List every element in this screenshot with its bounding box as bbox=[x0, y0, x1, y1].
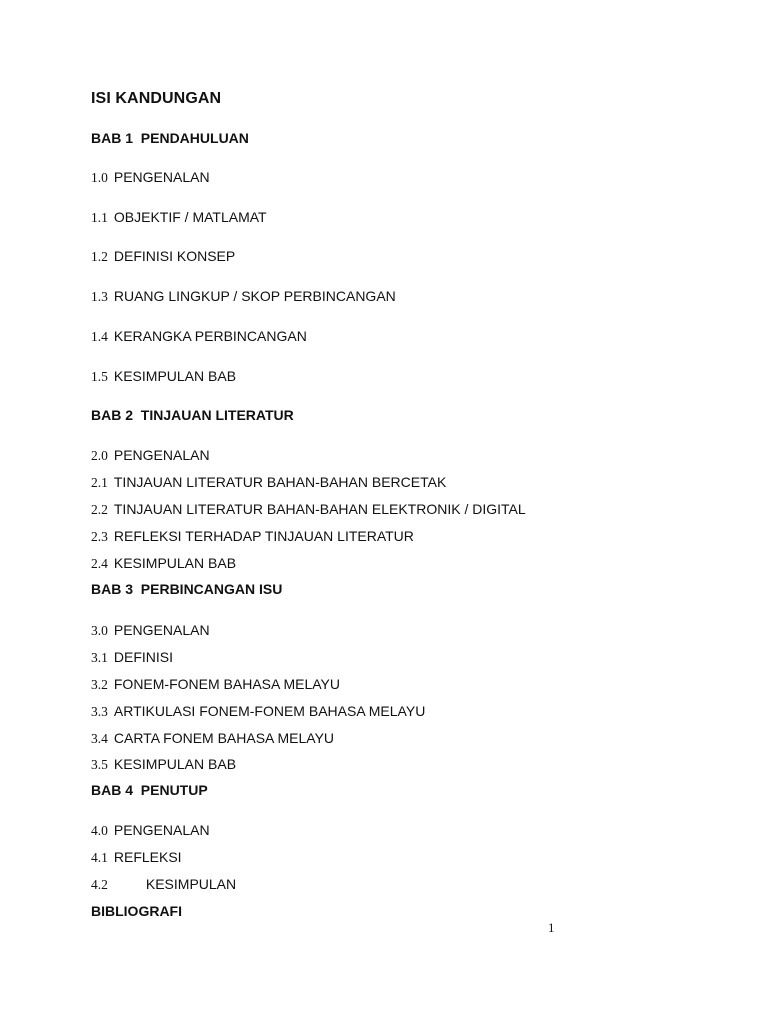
toc-item-text: TINJAUAN LITERATUR BAHAN-BAHAN BERCETAK bbox=[113, 474, 447, 490]
toc-item bbox=[91, 500, 526, 519]
section-heading-text: BAB 4 PENUTUP bbox=[91, 782, 208, 798]
toc-item-text: PENGENALAN bbox=[113, 822, 210, 838]
section-heading-text: BAB 2 TINJAUAN LITERATUR bbox=[91, 407, 294, 423]
section-heading bbox=[91, 406, 294, 424]
toc-item-text: DEFINISI bbox=[113, 649, 173, 665]
toc-item-number: 1.0 bbox=[91, 170, 108, 185]
toc-item bbox=[91, 675, 340, 694]
toc-item bbox=[91, 821, 210, 840]
toc-item-text: KESIMPULAN BAB bbox=[113, 756, 237, 772]
toc-item-text: KERANGKA PERBINCANGAN bbox=[113, 328, 307, 344]
toc-item bbox=[91, 168, 210, 187]
toc-item-text: KESIMPULAN BAB bbox=[113, 368, 237, 384]
toc-item bbox=[91, 287, 396, 306]
toc-item bbox=[91, 327, 307, 346]
toc-item-number: 3.5 bbox=[91, 757, 108, 772]
toc-item-number: 2.0 bbox=[91, 448, 108, 463]
toc-item-number: 3.2 bbox=[91, 677, 108, 692]
toc-item bbox=[91, 755, 236, 774]
toc-item-text: DEFINISI KONSEP bbox=[113, 248, 236, 264]
toc-item-text: PENGENALAN bbox=[113, 447, 210, 463]
toc-item-text: ARTIKULASI FONEM-FONEM BAHASA MELAYU bbox=[113, 703, 426, 719]
section-heading bbox=[91, 129, 249, 147]
toc-item-number: 1.4 bbox=[91, 329, 108, 344]
toc-item bbox=[91, 527, 414, 546]
toc-item-text: PENGENALAN bbox=[113, 169, 210, 185]
toc-item-number: 3.0 bbox=[91, 623, 108, 638]
toc-item-text: CARTA FONEM BAHASA MELAYU bbox=[113, 730, 335, 746]
toc-item-text: OBJEKTIF / MATLAMAT bbox=[113, 209, 267, 225]
toc-item-number: 3.1 bbox=[91, 650, 108, 665]
toc-item-number: 4.2 bbox=[91, 877, 108, 892]
toc-item bbox=[91, 702, 425, 721]
toc-item-number: 3.4 bbox=[91, 731, 108, 746]
toc-item-number: 2.4 bbox=[91, 556, 108, 571]
toc-item-number: 4.0 bbox=[91, 823, 108, 838]
toc-item-number: 1.3 bbox=[91, 289, 108, 304]
page-number: 1 bbox=[548, 920, 555, 935]
toc-item-number: 4.1 bbox=[91, 850, 108, 865]
section-heading-text: BIBLIOGRAFI bbox=[91, 903, 182, 919]
toc-item bbox=[91, 848, 182, 867]
toc-item-number: 2.3 bbox=[91, 529, 108, 544]
toc-item-text: FONEM-FONEM BAHASA MELAYU bbox=[113, 676, 340, 692]
toc-item bbox=[91, 473, 446, 492]
toc-item bbox=[91, 554, 236, 573]
toc-item bbox=[91, 621, 210, 640]
toc-item-text: REFLEKSI TERHADAP TINJAUAN LITERATUR bbox=[113, 528, 414, 544]
toc-item-number: 2.2 bbox=[91, 502, 108, 517]
section-heading bbox=[91, 781, 208, 799]
toc-item bbox=[91, 446, 210, 465]
toc-item-number: 3.3 bbox=[91, 704, 108, 719]
toc-item-number: 1.1 bbox=[91, 210, 108, 225]
section-heading-text: BAB 3 PERBINCANGAN ISU bbox=[91, 581, 283, 597]
toc-item-number: 1.2 bbox=[91, 249, 108, 264]
toc-item bbox=[91, 729, 334, 748]
toc-item bbox=[91, 208, 267, 227]
toc-item bbox=[91, 367, 236, 386]
section-heading-text: BAB 1 PENDAHULUAN bbox=[91, 130, 249, 146]
toc-item bbox=[91, 648, 173, 667]
toc-item-text: PENGENALAN bbox=[113, 622, 210, 638]
toc-item-text: REFLEKSI bbox=[113, 849, 182, 865]
toc-item-text: TINJAUAN LITERATUR BAHAN-BAHAN ELEKTRONIK / DIGITAL bbox=[113, 501, 526, 517]
toc-item bbox=[91, 875, 236, 894]
toc-item-text: KESIMPULAN bbox=[145, 876, 237, 892]
section-heading bbox=[91, 580, 282, 598]
toc-item-number: 2.1 bbox=[91, 475, 108, 490]
page-title: ISI KANDUNGAN bbox=[91, 90, 222, 107]
toc-item-text: RUANG LINGKUP / SKOP PERBINCANGAN bbox=[113, 288, 396, 304]
section-heading bbox=[91, 902, 182, 920]
toc-item bbox=[91, 247, 235, 266]
toc-item-text: KESIMPULAN BAB bbox=[113, 555, 237, 571]
toc-item-number: 1.5 bbox=[91, 369, 108, 384]
